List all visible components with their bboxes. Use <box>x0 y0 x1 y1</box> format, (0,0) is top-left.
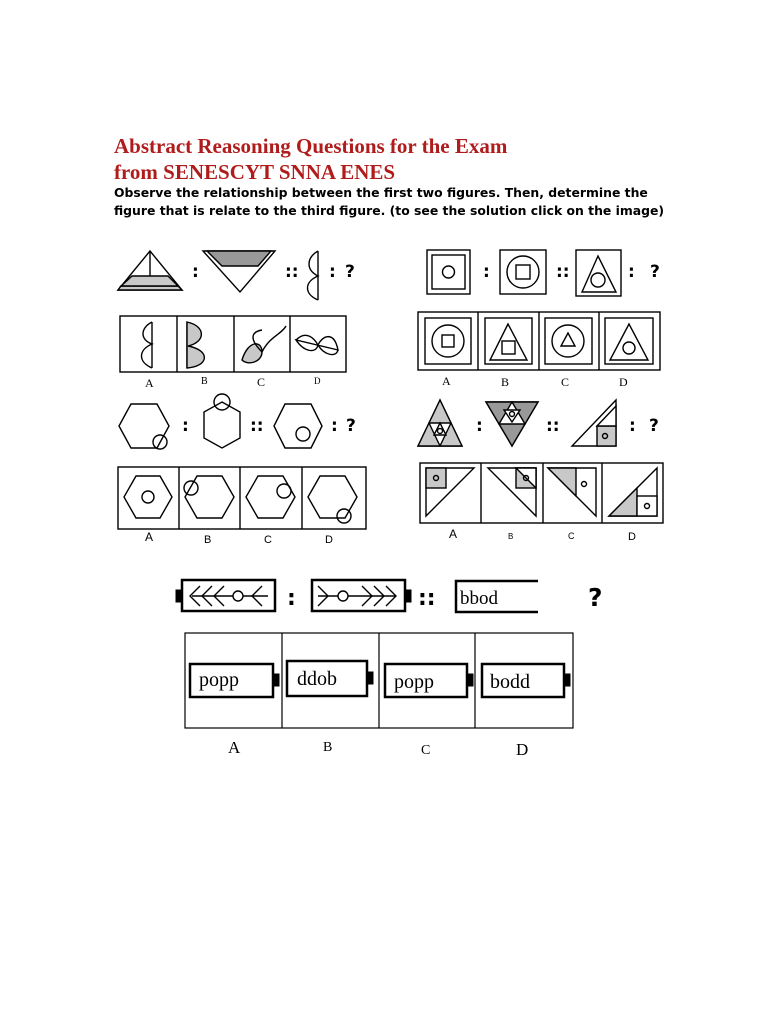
puzzle-1-first-figure <box>118 251 182 290</box>
puzzle-2-letter-c: C <box>561 375 570 389</box>
title-line-1: Abstract Reasoning Questions for the Exam <box>114 134 508 158</box>
ratio-symbol: : <box>182 416 189 436</box>
puzzle-4-letter-a: A <box>449 527 458 541</box>
puzzle-2-option-d <box>605 318 653 364</box>
ratio-symbol: : <box>287 586 296 611</box>
analogy-symbol: :: <box>285 262 299 282</box>
puzzle-2-letter-a: A <box>442 374 451 388</box>
puzzle-2-option-a <box>425 318 471 364</box>
ratio-symbol: : <box>483 262 490 282</box>
puzzle-4-letter-b: B <box>508 532 514 541</box>
puzzle-4-option-d <box>609 468 657 516</box>
puzzle-4 <box>418 400 663 523</box>
puzzle-1-option-c <box>242 326 286 363</box>
ratio-symbol: : <box>331 416 338 436</box>
puzzle-5-letter-c: C <box>421 743 431 758</box>
puzzle-1 <box>118 251 346 372</box>
puzzle-3-letter-c: C <box>264 534 272 546</box>
puzzle-3-option-d <box>308 476 357 523</box>
ratio-symbol: : <box>329 262 336 282</box>
question-mark: ? <box>650 262 660 282</box>
puzzle-5-option-b-text: ddob <box>297 668 337 690</box>
puzzle-3-option-a <box>124 476 172 518</box>
puzzle-2 <box>418 250 660 370</box>
puzzle-1-letter-a: A <box>145 376 154 390</box>
puzzle-1-third-figure <box>308 251 319 300</box>
puzzle-5-third-term-text: bbod <box>460 588 498 609</box>
puzzle-1-letter-b: B <box>201 376 208 387</box>
puzzle-3-option-c <box>246 476 295 518</box>
puzzle-1-option-a <box>142 322 153 368</box>
puzzle-2-option-b <box>485 318 532 364</box>
title-line-2: from SENESCYT SNNA ENES <box>114 160 396 184</box>
puzzle-4-second-figure <box>486 402 538 446</box>
puzzle-5 <box>176 580 573 728</box>
puzzle-1-option-d <box>296 335 338 354</box>
puzzle-1-letter-c: C <box>257 375 266 389</box>
ratio-symbol: : <box>628 262 635 282</box>
puzzle-4-letter-c: C <box>568 531 575 541</box>
puzzle-1-second-figure <box>203 251 275 292</box>
puzzle-5-letter-b: B <box>323 740 333 755</box>
puzzle-3-second-figure <box>204 394 240 448</box>
instructions-text: Observe the relationship between the first two figures. Then, determine the figure that is relate to the third figure. (to see the solution click on the image) <box>114 185 665 218</box>
puzzle-4-first-figure <box>418 400 462 446</box>
question-mark: ? <box>649 416 659 436</box>
puzzle-3-letter-b: B <box>204 534 212 546</box>
puzzle-2-letter-d: D <box>619 375 628 389</box>
analogy-symbol: :: <box>546 416 560 436</box>
puzzle-5-first-figure <box>176 580 275 611</box>
puzzle-4-option-b <box>488 468 536 516</box>
puzzle-4-third-figure <box>572 400 616 446</box>
puzzle-3-first-figure <box>119 404 169 449</box>
puzzle-2-third-figure <box>576 250 621 296</box>
puzzle-3-letter-d: D <box>325 534 333 546</box>
puzzle-3-third-figure <box>274 404 322 448</box>
question-mark: ? <box>345 262 355 282</box>
puzzle-1-option-b <box>187 322 204 368</box>
puzzle-4-option-a <box>426 468 474 516</box>
puzzle-5-letter-d: D <box>516 740 529 759</box>
puzzle-3-option-b <box>184 476 234 518</box>
puzzle-3-letter-a: A <box>145 530 154 544</box>
puzzle-3 <box>118 394 366 529</box>
question-mark: ? <box>588 583 603 612</box>
ratio-symbol: : <box>192 262 199 282</box>
puzzle-4-option-c <box>548 468 596 516</box>
puzzle-5-letter-a: A <box>228 738 241 757</box>
puzzle-5-option-c-text: popp <box>394 671 434 693</box>
puzzle-4-letter-d: D <box>628 531 636 543</box>
puzzle-2-first-figure <box>427 250 470 294</box>
analogy-symbol: :: <box>418 586 436 611</box>
ratio-symbol: : <box>629 416 636 436</box>
puzzle-5-option-d-text: bodd <box>490 671 530 693</box>
analogy-symbol: :: <box>250 416 264 436</box>
analogy-symbol: :: <box>556 262 570 282</box>
puzzle-2-option-c <box>545 318 592 364</box>
puzzle-5-option-a-text: popp <box>199 669 239 691</box>
question-mark: ? <box>346 416 356 436</box>
puzzle-1-letter-d: D <box>314 376 321 386</box>
puzzle-2-second-figure <box>500 250 546 294</box>
ratio-symbol: : <box>476 416 483 436</box>
puzzle-5-second-figure <box>312 580 411 611</box>
puzzle-2-letter-b: B <box>501 375 510 389</box>
